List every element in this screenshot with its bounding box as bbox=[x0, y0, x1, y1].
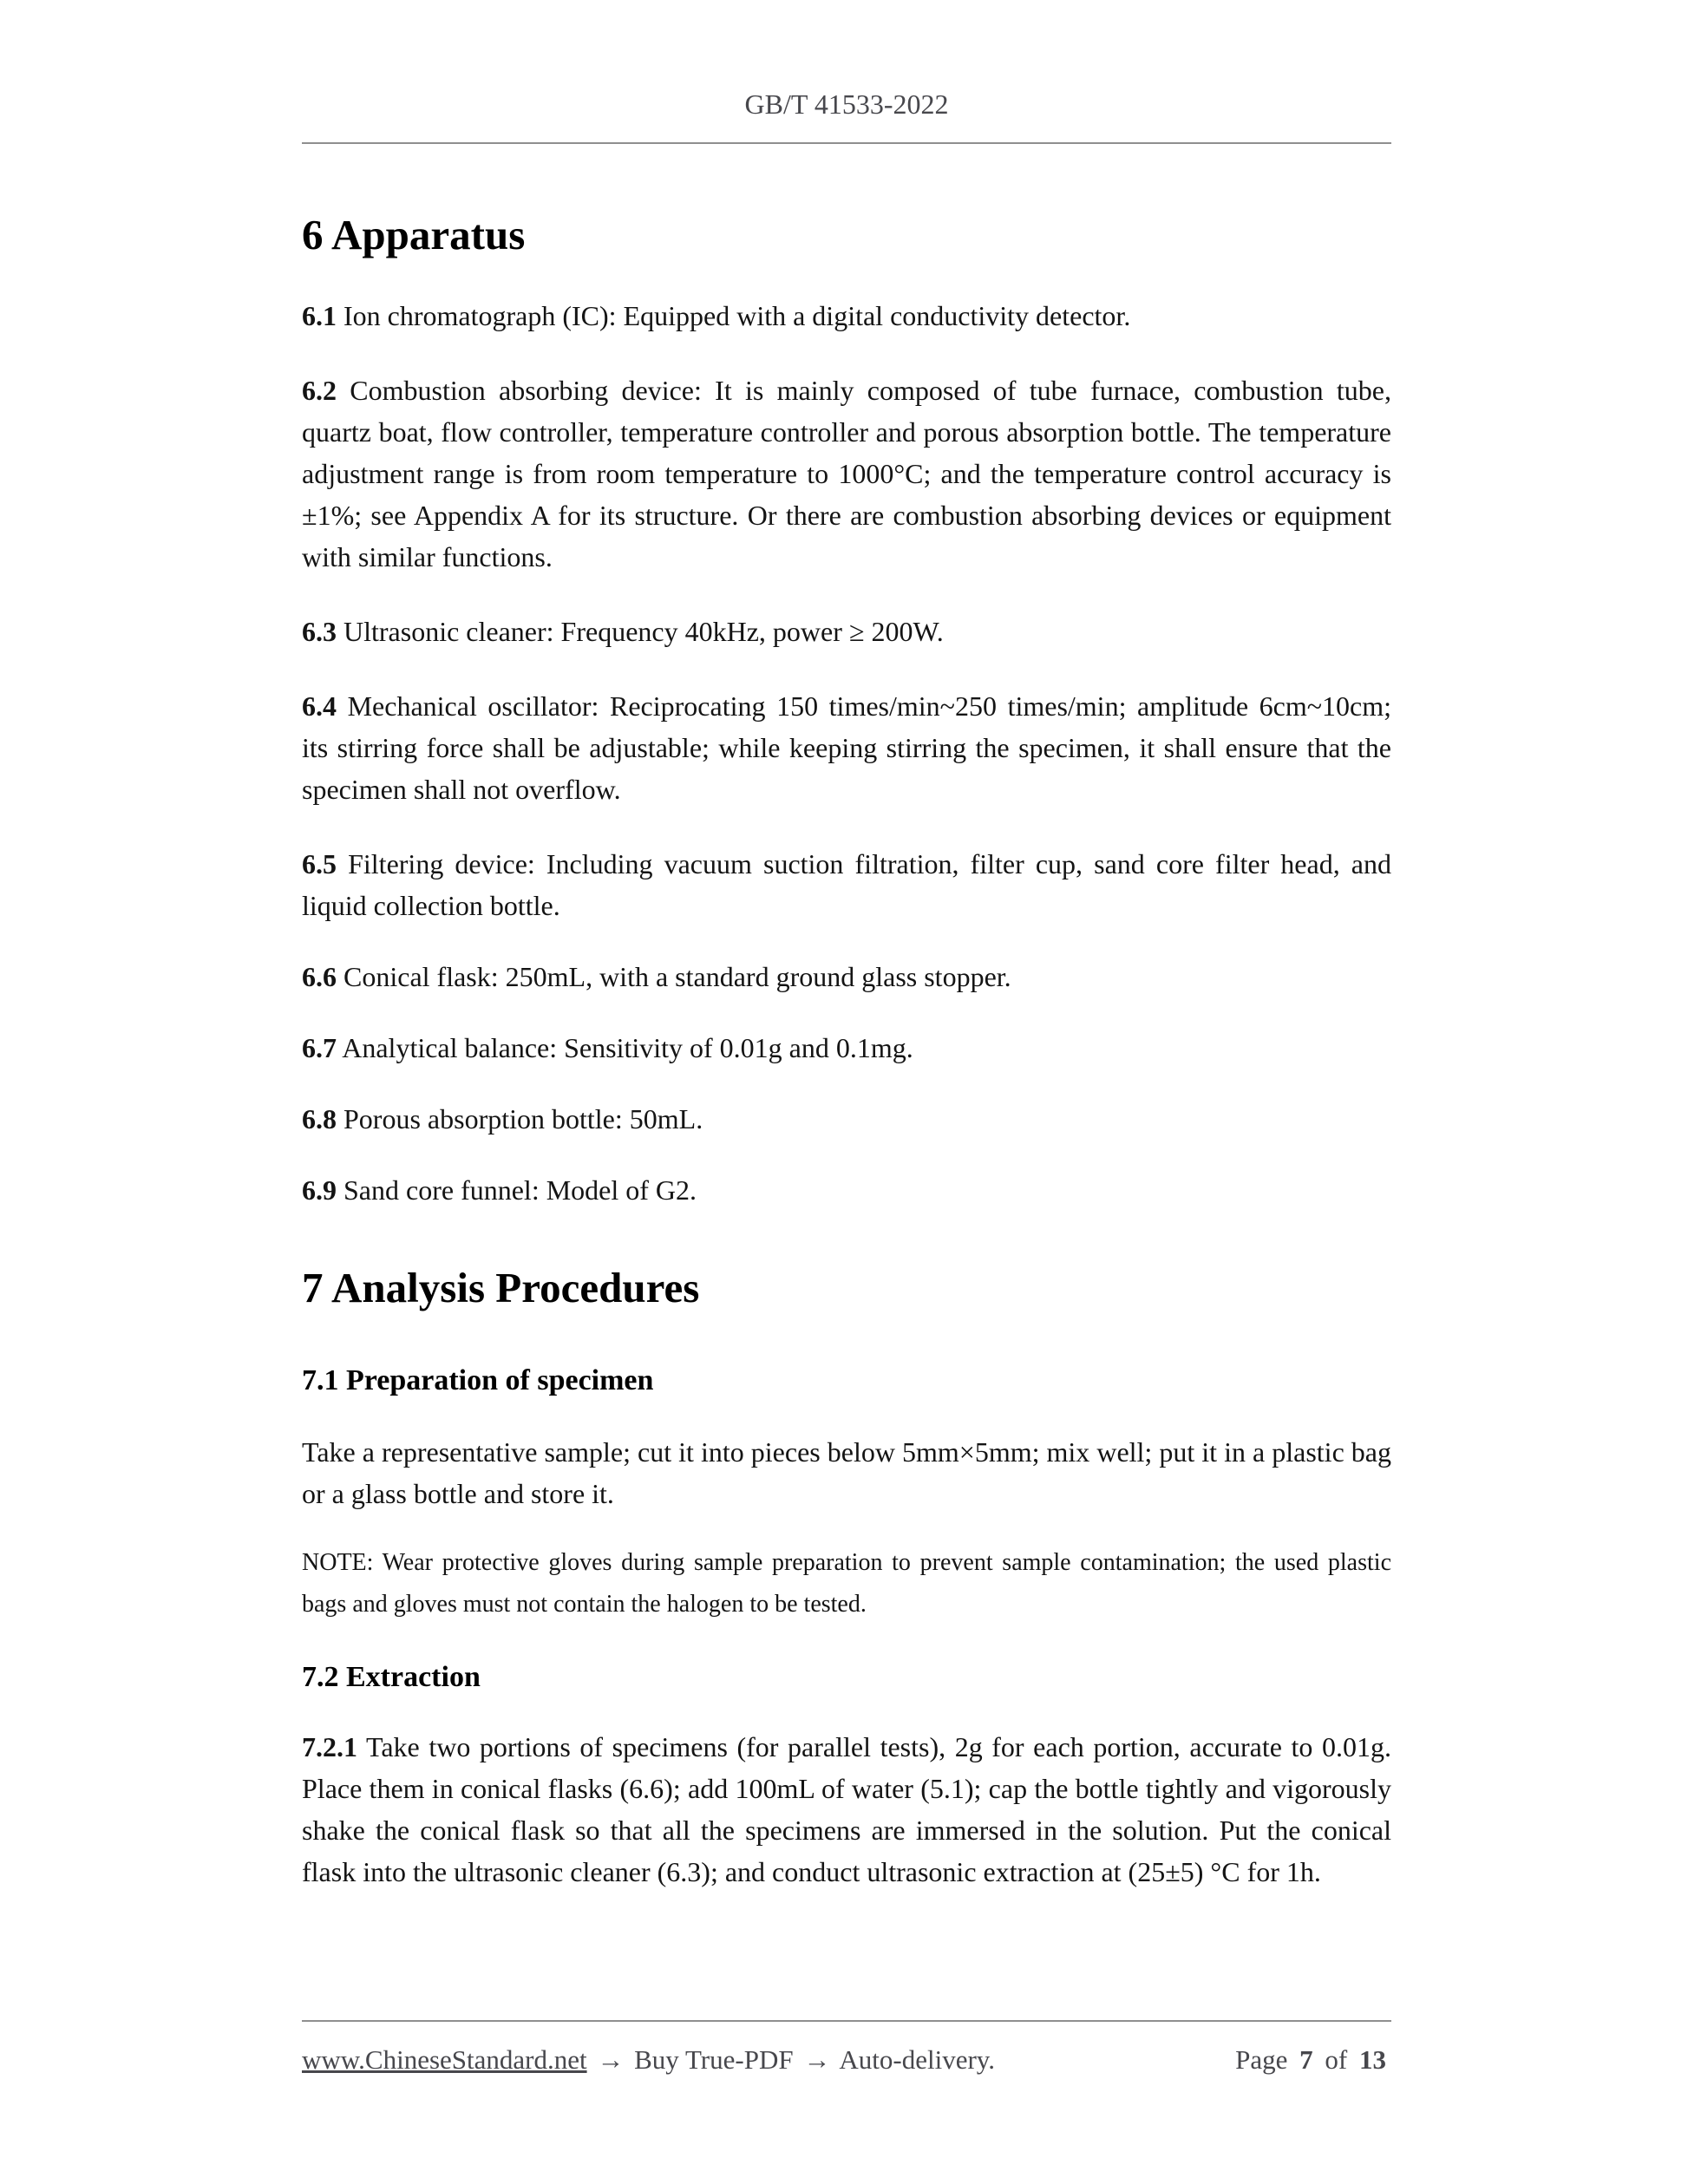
clause-text: Porous absorption bottle: 50mL. bbox=[343, 1103, 703, 1135]
arrow-icon: → bbox=[803, 2044, 831, 2075]
apparatus-item-6-6 bbox=[302, 956, 1391, 997]
section-heading-procedures: 7 Analysis Procedures bbox=[302, 1264, 700, 1311]
apparatus-item-6-8 bbox=[302, 1098, 1391, 1140]
page-number: 7 bbox=[1299, 2044, 1313, 2075]
clause-text: Ion chromatograph (IC): Equipped with a digital conductivity detector. bbox=[343, 300, 1131, 331]
page-content bbox=[302, 0, 1391, 1893]
page-total: 13 bbox=[1359, 2044, 1386, 2075]
section-apparatus bbox=[302, 208, 1391, 1211]
subsection-heading-7-2: 7.2 Extraction bbox=[302, 1661, 481, 1693]
footer-row bbox=[302, 2043, 1391, 2077]
clause-number: 6.2 bbox=[302, 375, 337, 406]
arrow-icon: → bbox=[597, 2044, 625, 2075]
apparatus-item-6-4 bbox=[302, 685, 1391, 810]
section-procedures bbox=[302, 1261, 1391, 1893]
section-heading-apparatus: 6 Apparatus bbox=[302, 211, 526, 258]
clause-text: Analytical balance: Sensitivity of 0.01g and 0.1mg. bbox=[342, 1032, 913, 1063]
clause-text: Mechanical oscillator: Reciprocating 150 times/min~250 times/min; amplitude 6cm~10cm; its stirring force shall be adjustable; while keeping stirring the specimen, it shall ensure that the specimen shall not overflow. bbox=[302, 690, 1392, 805]
apparatus-item-6-9 bbox=[302, 1169, 1391, 1211]
note-paragraph: NOTE: Wear protective gloves during sample preparation to prevent sample contamination; the used plastic bags and gloves must not contain the halogen to be tested. bbox=[302, 1549, 1391, 1618]
page-label: Page bbox=[1235, 2044, 1288, 2075]
apparatus-item-6-3 bbox=[302, 611, 1391, 652]
apparatus-item-6-5 bbox=[302, 843, 1391, 926]
clause-text: Take two portions of specimens (for parallel tests), 2g for each portion, accurate to 0.01g. Place them in conical flasks (6.6); add 100mL of water (5.1); cap the bottle tightly and vigorously shake the conical flask so that all the specimens are immersed in the solution. Put the conical flask into the ultrasonic cleaner (6.3); and conduct ultrasonic extraction at (25±5) °C for 1h. bbox=[302, 1731, 1392, 1887]
clause-number: 6.7 bbox=[302, 1032, 337, 1063]
clause-number: 7.2.1 bbox=[302, 1731, 357, 1762]
footer-buy-text: Buy True-PDF bbox=[634, 2044, 794, 2075]
clause-number: 6.3 bbox=[302, 616, 337, 647]
doc-number: GB/T 41533-2022 bbox=[744, 88, 949, 120]
doc-header bbox=[302, 87, 1391, 121]
footer-delivery-text: Auto-delivery. bbox=[839, 2044, 996, 2075]
clause-number: 6.4 bbox=[302, 690, 337, 722]
extraction-clause-7-2-1 bbox=[302, 1726, 1391, 1893]
clause-number: 6.5 bbox=[302, 848, 337, 879]
subsection-heading-7-1: 7.1 Preparation of specimen bbox=[302, 1364, 654, 1396]
footer-left bbox=[302, 2043, 995, 2077]
clause-text: Combustion absorbing device: It is mainly composed of tube furnace, combustion tube, quartz boat, flow controller, temperature controller and porous absorption bottle. The temperature adjustment range is from room temperature to 1000°C; and the temperature control accuracy is ±1%; see Appendix A for its structure. Or there are combustion absorbing devices or equipment with similar functions. bbox=[302, 375, 1392, 572]
clause-number: 6.1 bbox=[302, 300, 337, 331]
of-label: of bbox=[1325, 2044, 1348, 2075]
clause-number: 6.9 bbox=[302, 1174, 337, 1206]
page-indicator bbox=[1235, 2043, 1391, 2077]
clause-text: Filtering device: Including vacuum suction filtration, filter cup, sand core filter head, and liquid collection bottle. bbox=[302, 848, 1392, 921]
apparatus-item-6-7 bbox=[302, 1027, 1391, 1069]
apparatus-item-6-2 bbox=[302, 369, 1391, 578]
page-footer bbox=[302, 2020, 1391, 2077]
footer-link[interactable]: www.ChineseStandard.net bbox=[302, 2044, 587, 2075]
clause-text: Conical flask: 250mL, with a standard ground glass stopper. bbox=[343, 961, 1011, 992]
header-rule bbox=[302, 142, 1391, 144]
clause-text: Sand core funnel: Model of G2. bbox=[343, 1174, 697, 1206]
preparation-paragraph: Take a representative sample; cut it into pieces below 5mm×5mm; mix well; put it in a plastic bag or a glass bottle and store it. bbox=[302, 1436, 1391, 1509]
apparatus-item-6-1 bbox=[302, 295, 1391, 337]
footer-rule bbox=[302, 2020, 1391, 2022]
clause-number: 6.8 bbox=[302, 1103, 337, 1135]
clause-number: 6.6 bbox=[302, 961, 337, 992]
clause-text: Ultrasonic cleaner: Frequency 40kHz, power ≥ 200W. bbox=[343, 616, 944, 647]
